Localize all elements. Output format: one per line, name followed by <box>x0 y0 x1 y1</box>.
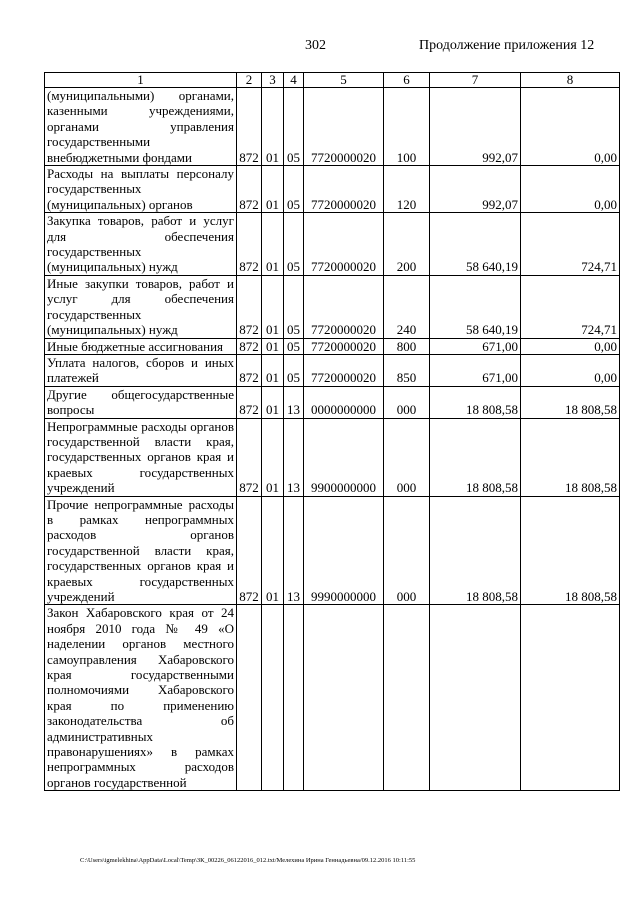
cell-amount: 992,07 <box>430 166 521 213</box>
cell-expense-type: 120 <box>384 166 430 213</box>
cell-amount-2: 724,71 <box>521 213 620 276</box>
cell-target-code: 0000000000 <box>304 386 384 418</box>
row-name: Закон Хабаровского края от 24 ноября 2010 года № 49 «О наделении органов местного самоуправления Хабаровского края государственными полномочиями Хабаровского края по применению законодательства об административных правонарушениях» в рамках непрограммных расходов органов государственной <box>45 605 237 791</box>
cell-expense-type <box>384 605 430 791</box>
cell-ministry: 872 <box>237 275 262 338</box>
cell-amount: 58 640,19 <box>430 275 521 338</box>
cell-ministry: 872 <box>237 418 262 496</box>
cell-subsection: 13 <box>284 386 304 418</box>
cell-subsection: 05 <box>284 88 304 166</box>
cell-amount-2 <box>521 605 620 791</box>
cell-target-code: 7720000020 <box>304 88 384 166</box>
table-row <box>45 605 620 791</box>
cell-section: 01 <box>262 418 284 496</box>
cell-subsection <box>284 605 304 791</box>
cell-target-code: 7720000020 <box>304 275 384 338</box>
cell-amount-2: 0,00 <box>521 354 620 386</box>
cell-target-code: 9990000000 <box>304 496 384 605</box>
cell-subsection: 05 <box>284 354 304 386</box>
cell-ministry: 872 <box>237 354 262 386</box>
cell-section: 01 <box>262 496 284 605</box>
table-row <box>45 418 620 496</box>
column-header: 1 <box>45 73 237 88</box>
cell-amount-2: 18 808,58 <box>521 418 620 496</box>
table-row <box>45 166 620 213</box>
cell-expense-type: 000 <box>384 496 430 605</box>
row-name: Уплата налогов, сборов и иных платежей <box>45 354 237 386</box>
cell-amount <box>430 605 521 791</box>
cell-amount-2: 0,00 <box>521 88 620 166</box>
column-header: 6 <box>384 73 430 88</box>
cell-amount: 671,00 <box>430 354 521 386</box>
row-name: Другие общегосударственные вопросы <box>45 386 237 418</box>
cell-amount-2: 0,00 <box>521 338 620 354</box>
cell-ministry: 872 <box>237 496 262 605</box>
row-name: Закупка товаров, работ и услуг для обеспечения государственных (муниципальных) нужд <box>45 213 237 276</box>
cell-amount: 58 640,19 <box>430 213 521 276</box>
cell-amount-2: 724,71 <box>521 275 620 338</box>
table-row <box>45 354 620 386</box>
row-name: Прочие непрограммные расходы в рамках непрограммных расходов органов государственной власти края, государственных органов края и краевых государственных учреждений <box>45 496 237 605</box>
cell-amount: 671,00 <box>430 338 521 354</box>
cell-expense-type: 000 <box>384 418 430 496</box>
cell-target-code: 7720000020 <box>304 354 384 386</box>
continuation-label: Продолжение приложения 12 <box>419 38 595 53</box>
table-row <box>45 88 620 166</box>
cell-expense-type: 000 <box>384 386 430 418</box>
cell-amount-2: 18 808,58 <box>521 386 620 418</box>
cell-ministry: 872 <box>237 338 262 354</box>
header-row <box>45 73 620 88</box>
column-header: 8 <box>521 73 620 88</box>
cell-ministry: 872 <box>237 386 262 418</box>
table-row <box>45 213 620 276</box>
row-name: Расходы на выплаты персоналу государственных (муниципальных) органов <box>45 166 237 213</box>
cell-subsection: 13 <box>284 496 304 605</box>
cell-subsection: 05 <box>284 275 304 338</box>
column-header: 5 <box>304 73 384 88</box>
cell-subsection: 05 <box>284 213 304 276</box>
table-row <box>45 275 620 338</box>
cell-section <box>262 605 284 791</box>
page-number: 302 <box>305 38 326 53</box>
cell-ministry <box>237 605 262 791</box>
footer-file-path: C:\Users\igmelekhina\AppData\Local\Temp\ЗК_00226_06122016_012.txt/Мелехина Ирина Геннадьевна/09.12.2016 10:11:55 <box>80 857 416 864</box>
cell-amount: 18 808,58 <box>430 418 521 496</box>
cell-amount: 992,07 <box>430 88 521 166</box>
cell-subsection: 05 <box>284 338 304 354</box>
row-name: Непрограммные расходы органов государственной власти края, государственных органов края и краевых государственных учреждений <box>45 418 237 496</box>
cell-amount-2: 0,00 <box>521 166 620 213</box>
cell-expense-type: 200 <box>384 213 430 276</box>
cell-amount: 18 808,58 <box>430 386 521 418</box>
cell-target-code: 9900000000 <box>304 418 384 496</box>
column-header: 3 <box>262 73 284 88</box>
table-row <box>45 338 620 354</box>
cell-ministry: 872 <box>237 88 262 166</box>
cell-target-code: 7720000020 <box>304 213 384 276</box>
cell-subsection: 05 <box>284 166 304 213</box>
cell-expense-type: 850 <box>384 354 430 386</box>
row-name: (муниципальными) органами, казенными учреждениями, органами управления государственными внебюджетными фондами <box>45 88 237 166</box>
budget-table <box>44 72 620 791</box>
row-name: Иные бюджетные ассигнования <box>45 338 237 354</box>
cell-section: 01 <box>262 354 284 386</box>
cell-target-code <box>304 605 384 791</box>
cell-ministry: 872 <box>237 213 262 276</box>
column-header: 4 <box>284 73 304 88</box>
cell-section: 01 <box>262 386 284 418</box>
table-row <box>45 496 620 605</box>
cell-expense-type: 800 <box>384 338 430 354</box>
cell-section: 01 <box>262 275 284 338</box>
cell-section: 01 <box>262 338 284 354</box>
cell-ministry: 872 <box>237 166 262 213</box>
column-header: 2 <box>237 73 262 88</box>
column-header: 7 <box>430 73 521 88</box>
cell-amount-2: 18 808,58 <box>521 496 620 605</box>
cell-expense-type: 240 <box>384 275 430 338</box>
cell-section: 01 <box>262 166 284 213</box>
cell-subsection: 13 <box>284 418 304 496</box>
cell-amount: 18 808,58 <box>430 496 521 605</box>
cell-target-code: 7720000020 <box>304 338 384 354</box>
row-name: Иные закупки товаров, работ и услуг для обеспечения государственных (муниципальных) нужд <box>45 275 237 338</box>
cell-target-code: 7720000020 <box>304 166 384 213</box>
cell-expense-type: 100 <box>384 88 430 166</box>
cell-section: 01 <box>262 88 284 166</box>
cell-section: 01 <box>262 213 284 276</box>
table-row <box>45 386 620 418</box>
